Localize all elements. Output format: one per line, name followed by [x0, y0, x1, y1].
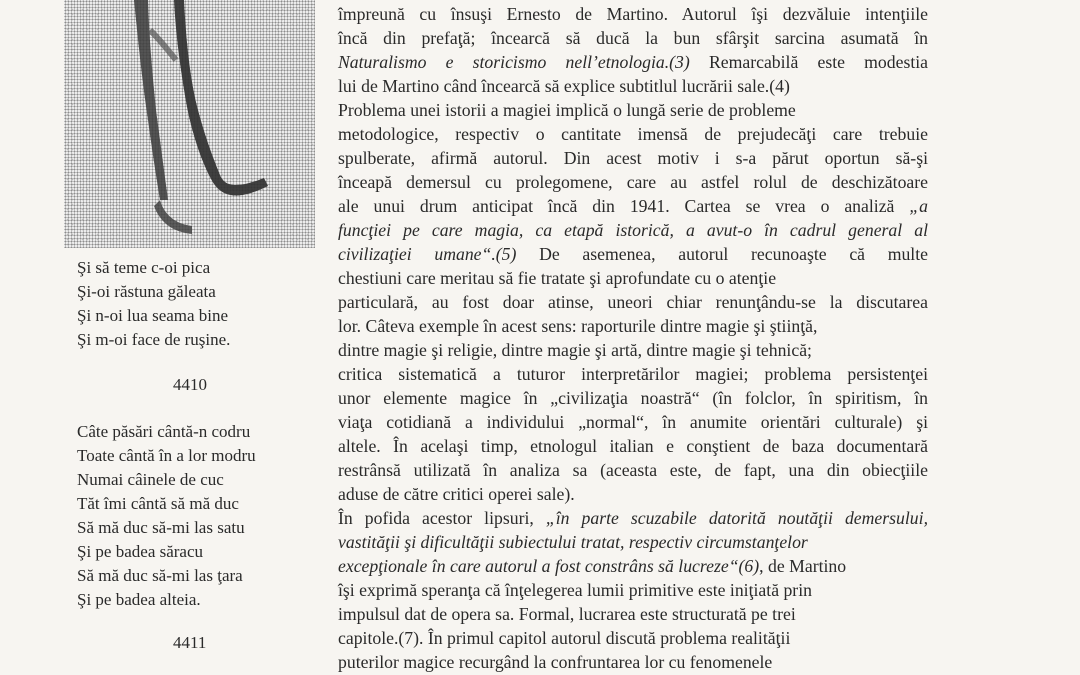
text-line: puterilor magice recurgând la confruntarea lor cu fenomenele: [338, 652, 773, 672]
text-italic: „a: [909, 196, 928, 216]
text-line: încă din prefaţă; încearcă să ducă la bun sfârşit sarcina asumată în: [338, 28, 928, 48]
text-line: [338, 557, 846, 575]
text-line: lui de Martino când încearcă să explice subtitlul lucrării sale.(4): [338, 76, 790, 96]
text-line: spulberate, afirmă autorul. Din acest motiv i s-a părut oportun să-şi: [338, 148, 928, 168]
poem-number: 4410: [173, 375, 207, 394]
poem-line: Să mă duc să-mi las satu: [77, 518, 245, 537]
text-run: De asemenea, autorul recunoaşte că multe: [516, 244, 928, 264]
text-line: Problema unei istorii a magiei implică o lungă serie de probleme: [338, 100, 796, 120]
text-line: împreună cu însuşi Ernesto de Martino. Autorul îşi dezvăluie intenţiile: [338, 4, 928, 24]
text-run: În pofida acestor lipsuri,: [338, 508, 546, 528]
poem-number: 4411: [173, 633, 207, 652]
text-italic: funcţiei pe care magia, ca etapă istorică, a avut-o în cadrul general al: [338, 220, 928, 240]
text-line: aduse de către critici operei sale).: [338, 484, 575, 504]
text-line: [338, 197, 928, 215]
poem-line: Tăt îmi cântă să mă duc: [77, 494, 239, 513]
text-line: [338, 533, 808, 551]
text-line: înceapă demersul cu prolegomene, care au astfel rolul de deschizătoare: [338, 172, 928, 192]
ritual-object-photo: [64, 0, 315, 248]
text-line: capitole.(7). În primul capitol autorul discută problema realităţii: [338, 628, 791, 648]
text-line: viaţa cotidiană a individului „normal“, în anumite orientări culturale) şi: [338, 412, 928, 432]
forked-tool-drawing: [64, 0, 315, 248]
poem-line: Şi pe badea alteia.: [77, 590, 201, 609]
text-run: ale unui drum anticipat încă din 1941. Cartea se vrea o analiză: [338, 196, 910, 216]
poem-line: Toate cântă în a lor modru: [77, 446, 256, 465]
text-line: îşi exprimă speranţa că înţelegerea lumii primitive este iniţiată prin: [338, 580, 812, 600]
text-italic: vastităţii şi dificultăţii subiectului tratat, respectiv circumstanţelor: [338, 532, 808, 552]
text-line: impulsul dat de opera sa. Formal, lucrarea este structurată pe trei: [338, 604, 796, 624]
text-italic: „în parte scuzabile datorită noutăţii demersului,: [545, 508, 928, 528]
text-italic: civilizaţiei umane“.(5): [338, 244, 517, 264]
text-line: chestiuni care meritau să fie tratate şi aprofundate cu o atenţie: [338, 268, 777, 288]
text-line: [338, 221, 928, 239]
text-line: particulară, au fost doar atinse, uneori chiar renunţându-se la discutarea: [338, 292, 928, 312]
poem-line: Şi să teme c-oi pica: [77, 258, 211, 277]
poem-line: Şi m-oi face de ruşine.: [77, 330, 231, 349]
text-line: [338, 53, 928, 71]
poem-line: Şi-oi răstuna găleata: [77, 282, 216, 301]
poem-line: Câte păsări cântă-n codru: [77, 422, 251, 441]
text-italic: excepţionale în care autorul a fost constrâns să lucreze“(6): [338, 556, 760, 576]
poem-line: Să mă duc să-mi las ţara: [77, 566, 243, 585]
text-italic: Naturalismo e storicismo nell’etnologia.(3): [338, 52, 690, 72]
text-line: dintre magie şi religie, dintre magie şi artă, dintre magie şi tehnică;: [338, 340, 812, 360]
text-line: critica sistematică a tuturor interpretărilor magiei; problema persistenţei: [338, 364, 928, 384]
text-run: , de Martino: [759, 556, 847, 576]
text-line: [338, 509, 928, 527]
text-run: Remarcabilă este modestia: [689, 52, 929, 72]
text-line: [338, 245, 928, 263]
poem-line: Numai câinele de cuc: [77, 470, 224, 489]
text-line: unor elemente magice în „civilizaţia noastră“ (în folclor, în spiritism, în: [338, 388, 928, 408]
poem-line: Şi pe badea săracu: [77, 542, 204, 561]
text-line: altele. În acelaşi timp, etnologul italian e conştient de baza documentară: [338, 436, 928, 456]
poem-line: Şi n-oi lua seama bine: [77, 306, 229, 325]
text-line: lor. Câteva exemple în acest sens: raporturile dintre magie şi ştiinţă,: [338, 316, 818, 336]
text-line: restrânsă utilizată în analiza sa (aceasta este, de fapt, una din obiecţiile: [338, 460, 928, 480]
text-line: metodologice, respectiv o cantitate imensă de prejudecăţi care trebuie: [338, 124, 928, 144]
